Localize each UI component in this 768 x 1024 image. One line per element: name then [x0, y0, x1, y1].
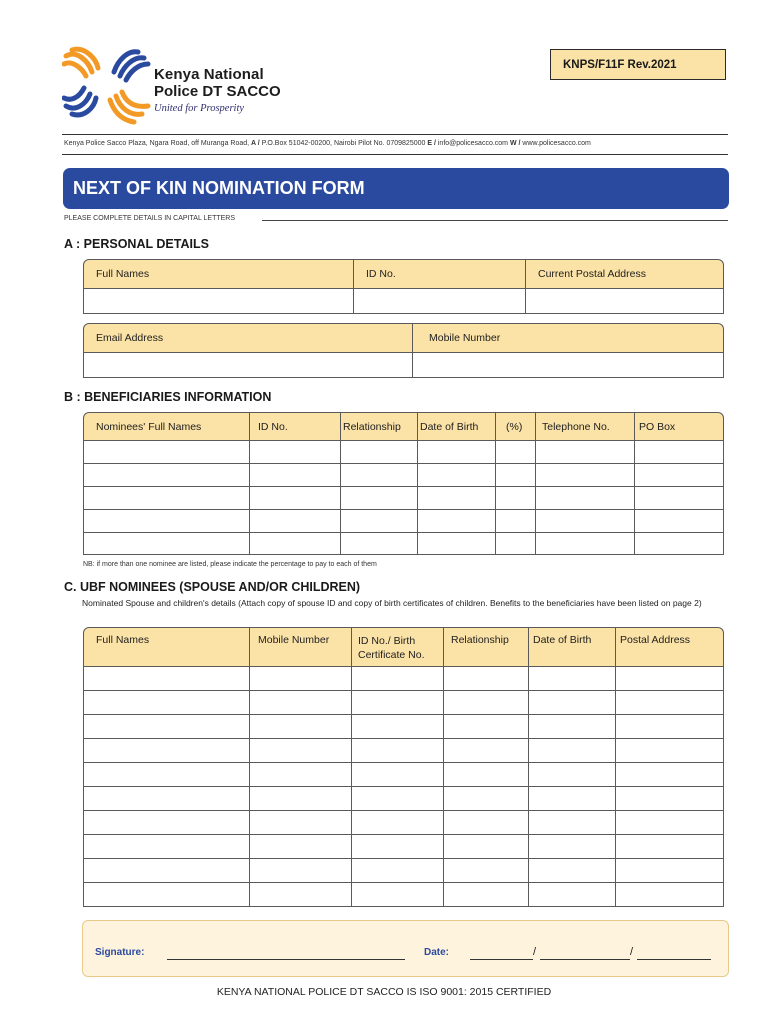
input-cell[interactable]: [250, 510, 341, 533]
input-cell[interactable]: [418, 533, 496, 555]
instruction-text: PLEASE COMPLETE DETAILS IN CAPITAL LETTERS: [64, 215, 236, 222]
input-cell[interactable]: [496, 510, 536, 533]
section-b-heading: B : BENEFICIARIES INFORMATION: [64, 390, 272, 404]
input-cell[interactable]: [635, 510, 724, 533]
signature-line[interactable]: [167, 959, 405, 960]
date-separator-2: /: [630, 946, 634, 958]
signature-box: [82, 920, 729, 977]
table-row: [83, 533, 724, 555]
input-cell[interactable]: [635, 487, 724, 510]
table-row: [83, 763, 724, 787]
section-c-description: Nominated Spouse and children's details (Attach copy of spouse ID and copy of birth certificates of children. Benefits to the beneficiaries have been listed on page 2): [82, 598, 702, 608]
input-cell[interactable]: [83, 811, 250, 835]
input-cell[interactable]: [83, 787, 250, 811]
header-divider-bottom: [62, 154, 728, 155]
header-relationship: Relationship: [341, 412, 418, 441]
input-cell[interactable]: [83, 715, 250, 739]
input-cell[interactable]: [529, 883, 616, 907]
table-row: [83, 667, 724, 691]
input-cell[interactable]: [250, 763, 352, 787]
po-phone-text: P.O.Box 51042-00200, Nairobi Pilot No. 0709825000: [261, 140, 426, 147]
input-cell[interactable]: [536, 487, 635, 510]
table-row: [83, 691, 724, 715]
iso-certification-footer: KENYA NATIONAL POLICE DT SACCO IS ISO 9001: 2015 CERTIFIED: [216, 986, 552, 998]
input-cell[interactable]: [83, 883, 250, 907]
input-cell[interactable]: [529, 691, 616, 715]
table-row: [83, 835, 724, 859]
address-label: A /: [251, 140, 260, 147]
input-cell[interactable]: [444, 667, 529, 691]
input-cell[interactable]: [250, 691, 352, 715]
input-cell[interactable]: [418, 487, 496, 510]
input-cell[interactable]: [352, 691, 444, 715]
input-cell[interactable]: [616, 667, 724, 691]
header-email: Email Address: [83, 323, 413, 353]
input-cell[interactable]: [250, 715, 352, 739]
input-cell[interactable]: [341, 487, 418, 510]
input-cell[interactable]: [83, 487, 250, 510]
input-cell[interactable]: [616, 859, 724, 883]
header-divider-top: [62, 134, 728, 135]
input-cell[interactable]: [616, 715, 724, 739]
input-cell[interactable]: [536, 464, 635, 487]
table-row: [83, 510, 724, 533]
input-cell[interactable]: [444, 835, 529, 859]
org-tagline: United for Prosperity: [154, 103, 245, 114]
web-label: W /: [509, 140, 521, 147]
header-ubf-relationship: Relationship: [444, 627, 529, 667]
input-cell[interactable]: [83, 510, 250, 533]
ubf-nominees-table: [83, 627, 724, 907]
input-cell[interactable]: [529, 763, 616, 787]
input-cell[interactable]: [529, 835, 616, 859]
input-cell[interactable]: [496, 487, 536, 510]
input-cell[interactable]: [529, 715, 616, 739]
header-dob: Date of Birth: [418, 412, 496, 441]
input-cell[interactable]: [83, 739, 250, 763]
input-cell[interactable]: [83, 533, 250, 555]
input-cell[interactable]: [616, 883, 724, 907]
table-row: [83, 883, 724, 907]
date-label: Date:: [424, 947, 450, 958]
date-day-line[interactable]: [470, 959, 533, 960]
section-c-heading: C. UBF NOMINEES (SPOUSE AND/OR CHILDREN): [64, 580, 361, 594]
input-cell[interactable]: [635, 533, 724, 555]
instruction-rule: [262, 220, 728, 221]
date-month-line[interactable]: [540, 959, 630, 960]
input-cell[interactable]: [616, 763, 724, 787]
input-cell[interactable]: [250, 739, 352, 763]
header-ubf-postal: Postal Address: [616, 627, 724, 667]
input-cell[interactable]: [250, 441, 341, 464]
input-cell[interactable]: [250, 667, 352, 691]
input-cell[interactable]: [352, 835, 444, 859]
email-link[interactable]: info@policesacco.com: [437, 140, 509, 147]
input-cell[interactable]: [250, 859, 352, 883]
header-ubf-full-names: Full Names: [83, 627, 250, 667]
input-cell[interactable]: [616, 811, 724, 835]
address-text: Kenya Police Sacco Plaza, Ngara Road, off Muranga Road,: [64, 140, 250, 147]
input-cell[interactable]: [529, 787, 616, 811]
input-cell[interactable]: [444, 883, 529, 907]
org-name-line2: Police DT SACCO: [154, 83, 281, 100]
input-cell[interactable]: [250, 464, 341, 487]
input-cell[interactable]: [352, 859, 444, 883]
input-cell[interactable]: [616, 835, 724, 859]
header-percent: (%): [496, 412, 536, 441]
input-cell[interactable]: [352, 739, 444, 763]
input-cell[interactable]: [496, 441, 536, 464]
email-field[interactable]: [83, 353, 413, 378]
input-cell[interactable]: [83, 691, 250, 715]
input-cell[interactable]: [83, 441, 250, 464]
input-cell[interactable]: [496, 464, 536, 487]
web-link[interactable]: www.policesacco.com: [522, 140, 591, 147]
form-code-box: KNPS/F11F Rev.2021: [550, 49, 726, 80]
input-cell[interactable]: [536, 533, 635, 555]
input-cell[interactable]: [341, 510, 418, 533]
beneficiaries-table: [83, 412, 724, 555]
personal-details-table-1: [83, 259, 724, 314]
table-row: [83, 811, 724, 835]
header-mobile: Mobile Number: [413, 323, 724, 353]
header-id-no: ID No.: [354, 259, 526, 289]
header-telephone: Telephone No.: [536, 412, 635, 441]
id-no-field[interactable]: [354, 289, 526, 314]
table-row: [83, 787, 724, 811]
input-cell[interactable]: [250, 487, 341, 510]
input-cell[interactable]: [250, 533, 341, 555]
date-separator-1: /: [533, 946, 537, 958]
input-cell[interactable]: [418, 510, 496, 533]
input-cell[interactable]: [83, 464, 250, 487]
form-title-banner: NEXT OF KIN NOMINATION FORM: [63, 168, 729, 209]
input-cell[interactable]: [418, 441, 496, 464]
table-row: [83, 859, 724, 883]
input-cell[interactable]: [352, 811, 444, 835]
input-cell[interactable]: [352, 763, 444, 787]
input-cell[interactable]: [616, 739, 724, 763]
input-cell[interactable]: [83, 667, 250, 691]
input-cell[interactable]: [250, 883, 352, 907]
table-row: [83, 464, 724, 487]
header-ubf-dob: Date of Birth: [529, 627, 616, 667]
email-label: E /: [427, 140, 436, 147]
input-cell[interactable]: [352, 715, 444, 739]
input-cell[interactable]: [352, 667, 444, 691]
input-cell[interactable]: [635, 441, 724, 464]
input-cell[interactable]: [444, 763, 529, 787]
section-a-heading: A : PERSONAL DETAILS: [64, 237, 209, 251]
input-cell[interactable]: [529, 811, 616, 835]
header-nominee-name: Nominees' Full Names: [83, 412, 250, 441]
input-cell[interactable]: [83, 763, 250, 787]
sacco-logo-icon: [62, 46, 152, 126]
full-names-field[interactable]: [83, 289, 354, 314]
input-cell[interactable]: [444, 787, 529, 811]
input-cell[interactable]: [352, 787, 444, 811]
input-cell[interactable]: [83, 859, 250, 883]
date-year-line[interactable]: [637, 959, 711, 960]
signature-label: Signature:: [95, 947, 145, 958]
input-cell[interactable]: [496, 533, 536, 555]
input-cell[interactable]: [616, 787, 724, 811]
beneficiaries-note: NB: if more than one nominee are listed, please indicate the percentage to pay to each of them: [83, 561, 377, 568]
input-cell[interactable]: [418, 464, 496, 487]
header-full-names: Full Names: [83, 259, 354, 289]
personal-details-table-2: [83, 323, 724, 378]
input-cell[interactable]: [444, 715, 529, 739]
input-cell[interactable]: [536, 441, 635, 464]
input-cell[interactable]: [444, 811, 529, 835]
header-ubf-mobile: Mobile Number: [250, 627, 352, 667]
header-ubf-id-cert: ID No./ Birth Certificate No.: [352, 627, 444, 667]
input-cell[interactable]: [444, 691, 529, 715]
input-cell[interactable]: [341, 441, 418, 464]
input-cell[interactable]: [616, 691, 724, 715]
input-cell[interactable]: [635, 464, 724, 487]
header-nominee-id: ID No.: [250, 412, 341, 441]
input-cell[interactable]: [529, 739, 616, 763]
table-row: [83, 487, 724, 510]
input-cell[interactable]: [352, 883, 444, 907]
mobile-field[interactable]: [413, 353, 724, 378]
contact-line: [64, 140, 728, 147]
input-cell[interactable]: [536, 510, 635, 533]
header-po-box: PO Box: [635, 412, 724, 441]
input-cell[interactable]: [250, 835, 352, 859]
input-cell[interactable]: [529, 859, 616, 883]
table-row: [83, 739, 724, 763]
input-cell[interactable]: [250, 787, 352, 811]
input-cell[interactable]: [341, 533, 418, 555]
input-cell[interactable]: [83, 835, 250, 859]
org-name-line1: Kenya National: [154, 66, 264, 83]
postal-address-field[interactable]: [526, 289, 724, 314]
input-cell[interactable]: [444, 739, 529, 763]
table-row: [83, 441, 724, 464]
header-postal-address: Current Postal Address: [526, 259, 724, 289]
input-cell[interactable]: [341, 464, 418, 487]
table-row: [83, 715, 724, 739]
input-cell[interactable]: [529, 667, 616, 691]
input-cell[interactable]: [250, 811, 352, 835]
input-cell[interactable]: [444, 859, 529, 883]
